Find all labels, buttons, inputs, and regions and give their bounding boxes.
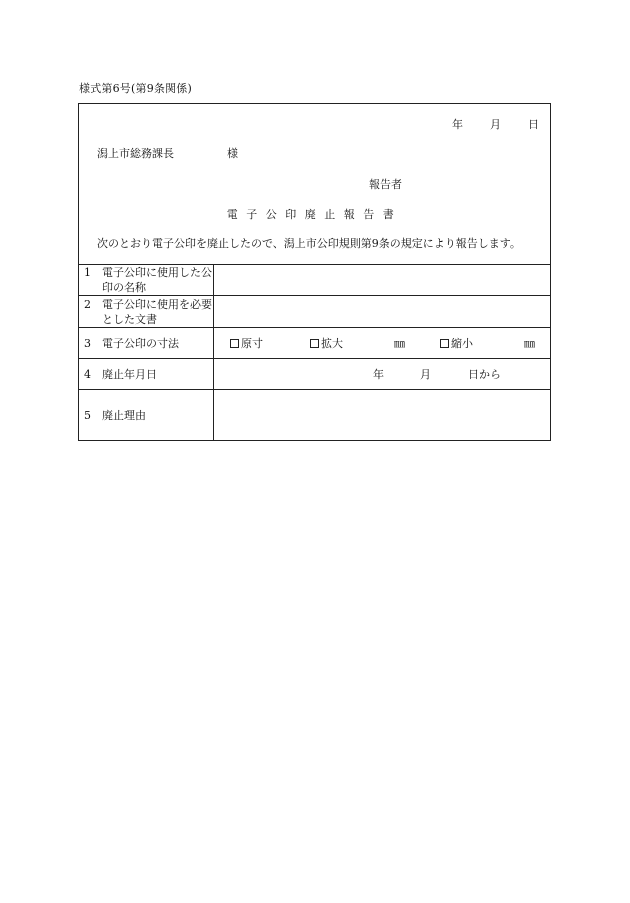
- row-number: 3: [84, 336, 91, 350]
- row-number: 1: [84, 266, 91, 279]
- row-number: 2: [84, 297, 91, 311]
- addressee-honorific: 様: [227, 147, 238, 160]
- date-line: [452, 116, 539, 132]
- table-row: [78, 359, 551, 390]
- unit-mm-enlarged: ㎜: [394, 337, 405, 350]
- body-text: 次のとおり電子公印を廃止したので、潟上市公印規則第9条の規定により報告します。: [97, 237, 521, 250]
- row-label-reason: 廃止理由: [102, 408, 146, 422]
- report-table: [78, 264, 551, 441]
- report-form: [78, 103, 551, 441]
- table-row: [78, 296, 551, 328]
- checkbox-icon: [230, 339, 239, 348]
- abolition-year: 年: [373, 368, 384, 381]
- abolition-month: 月: [420, 368, 431, 381]
- row-value-dimensions: [214, 328, 552, 359]
- table-row: [78, 265, 551, 296]
- option-reduced[interactable]: 縮小: [440, 335, 524, 351]
- option-original-size[interactable]: 原寸: [230, 335, 310, 351]
- reporter-label: 報告者: [369, 178, 402, 191]
- row-label-seal-name: 電子公印に使用した公印の名称: [102, 266, 212, 294]
- option-enlarged[interactable]: 拡大: [310, 335, 394, 351]
- abolition-day-from: 日から: [468, 368, 501, 381]
- row-label-documents: 電子公印に使用を必要とした文書: [102, 297, 212, 326]
- table-row: [78, 328, 551, 359]
- row-number: 4: [84, 367, 91, 381]
- row-value-documents[interactable]: [214, 296, 552, 328]
- form-number-label: 様式第6号(第9条関係): [79, 82, 192, 95]
- table-row: [78, 390, 551, 441]
- row-value-reason[interactable]: [214, 390, 552, 441]
- addressee: [97, 145, 238, 161]
- checkbox-icon: [440, 339, 449, 348]
- row-label-abolition-date: 廃止年月日: [102, 367, 157, 381]
- row-value-seal-name[interactable]: [214, 265, 552, 296]
- addressee-name: 潟上市総務課長: [97, 147, 174, 160]
- row-value-abolition-date[interactable]: [214, 359, 552, 390]
- date-year: 年: [452, 118, 463, 131]
- checkbox-icon: [310, 339, 319, 348]
- date-month: 月: [490, 118, 501, 131]
- date-day: 日: [528, 118, 539, 131]
- row-label-dimensions: 電子公印の寸法: [102, 336, 179, 350]
- row-number: 5: [84, 408, 91, 422]
- form-title: 電子公印廃止報告書: [226, 208, 403, 221]
- unit-mm-reduced: ㎜: [524, 337, 535, 350]
